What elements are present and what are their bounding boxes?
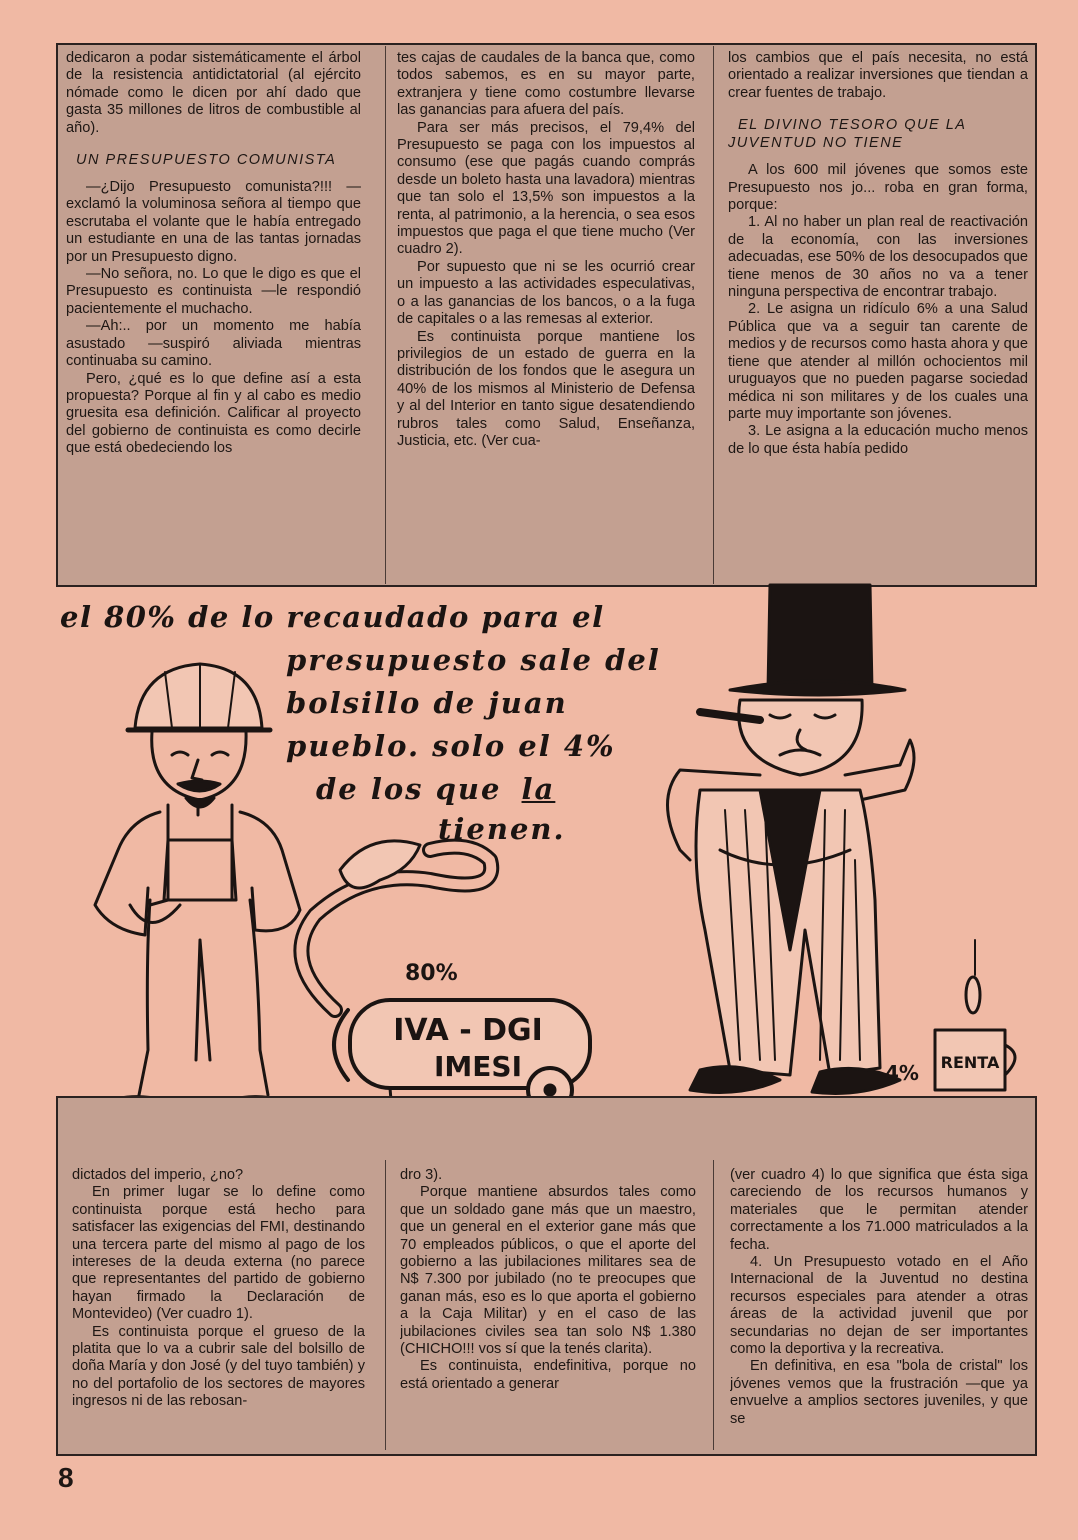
- paragraph: En primer lugar se lo define como continuista porque está hecho para satisfacer las exigencias del FMI, destinando una tercera parte del mismo al pago de los intereses de la deuda externa (no parece que representantes del partido de gobierno hayan firmado la Declaración de Montevideo) (Ver cuadro 1).: [72, 1184, 365, 1323]
- paragraph: —Ah:.. por un momento me había asustado —suspiró aliviada mientras continuaba su camino.: [66, 318, 361, 370]
- mug-label: RENTA: [940, 1053, 1000, 1072]
- tank-label-line-2: IMESI: [434, 1050, 522, 1083]
- paragraph: 1. Al no haber un plan real de reactivación de la economía, con las inversiones adecuadas, ese 50% de los desocupados que tiene menos de 30 años no va a tener ninguna perspectiva de encontrar trabajo.: [728, 214, 1028, 301]
- paragraph: 3. Le asigna a la educación mucho menos de lo que ésta había pedido: [728, 423, 1028, 457]
- cartoon-caption-line-4: pueblo. solo el 4%: [286, 729, 616, 763]
- section-heading: UN PRESUPUESTO COMUNISTA: [76, 152, 337, 169]
- label-80-percent: 80%: [405, 961, 458, 986]
- paragraph: 4. Un Presupuesto votado en el Año Internacional de la Juventud no destina recursos especiales para atender a otras áreas de la actividad juvenil que por secundarias no dejan de ser importantes como la deportiva y la recreativa.: [730, 1254, 1028, 1358]
- paragraph: En definitiva, en esa "bola de cristal" los jóvenes vemos que la frustración —que ya envuelve a amplios sectores juveniles, y que se: [730, 1358, 1028, 1427]
- section-heading: EL DIVINO TESORO QUE LA JUVENTUD NO TIENE: [728, 117, 966, 152]
- tank-label-line-1: IVA - DGI: [393, 1013, 543, 1048]
- paragraph: los cambios que el país necesita, no está orientado a realizar inversiones que tiendan a crear fuentes de trabajo.: [728, 50, 1028, 101]
- rich-man-figure: [668, 585, 915, 1094]
- bottom-column-3: [730, 1167, 1028, 1452]
- paragraph: dro 3).: [400, 1167, 443, 1183]
- paragraph: dictados del imperio, ¿no?: [72, 1167, 244, 1183]
- paragraph: —¿Dijo Presupuesto comunista?!!! —exclamó la voluminosa señora al tiempo que escrutaba el volante que le había entregado un estudiante en una de las tantas jornadas por un Presupuesto digno.: [66, 179, 361, 265]
- cartoon-caption-line-3: bolsillo de juan: [286, 686, 568, 720]
- paragraph: Pero, ¿qué es lo que define así a esta propuesta? Porque al fin y al cabo es medio gruesita esa definición. Calificar al proyecto del gobierno de continuista es como decirle que está obedeciendo los: [66, 370, 361, 457]
- paragraph: Para ser más precisos, el 79,4% del Presupuesto se paga con los impuestos al consumo (ese que pagás cuando comprás desde un boleto hasta una lavadora) mientras que tan solo el 13,5% son impuestos a la renta, al patrimonio, a la herencia, o sea esos impuestos que paga el que tiene mucho (Ver cuadro 2).: [397, 119, 695, 258]
- caption-text: de los que: [316, 772, 502, 806]
- paragraph: tes cajas de caudales de la banca que, como todos sabemos, es en su mayor parte, extranjera y tiene como costumbre llevarse las ganancias para afuera del país.: [397, 50, 695, 119]
- column-rule: [385, 1160, 386, 1450]
- page-number: 8: [58, 1462, 74, 1493]
- paragraph: dedicaron a podar sistemáticamente el árbol de la resistencia antidictatorial (al ejército nómade como le dicen por ahí dado que gasta 35 millones de litros de combustible al año).: [66, 50, 361, 136]
- paragraph: —No señora, no. Lo que le digo es que el Presupuesto es continuista —le respondió pacientemente el muchacho.: [66, 266, 361, 317]
- column-rule: [713, 1160, 714, 1450]
- cartoon-caption-line-2: presupuesto sale del: [286, 643, 661, 677]
- paragraph: Es continuista porque mantiene los privilegios de un estado de guerra en la distribución de los fondos que le asegura un 40% de los mismos al Ministerio de Defensa y al del Interior en tanto sigue desatendiendo rubros tales como Salud, Enseñanza, Justicia, etc. (Ver cua-: [397, 328, 695, 449]
- bottom-column-2: [400, 1167, 696, 1452]
- paragraph: Porque mantiene absurdos tales como que un soldado gane más que un maestro, que un general en el exterior gane más que 70 empleados públicos, o que el aporte del gobierno a las jubilaciones militares sea de N$ 7.300 por jubilado (no te preocupes que ganan más, eso es lo que aporta el gobierno a la Caja Militar) y en el caso de las jubilaciones civiles sea tan solo N$ 1.380 (CHICHO!!! vos sí que la tenés clarita).: [400, 1184, 696, 1358]
- bottom-column-1: [72, 1167, 365, 1452]
- paragraph: Es continuista porque el grueso de la platita que lo va a cubrir sale del bolsillo de doña María y don José (y del tuyo también) y no del portafolio de los sectores de mayores ingresos ni de las rebosan-: [72, 1323, 365, 1410]
- paragraph: 2. Le asigna un ridículo 6% a una Salud Pública que va a seguir tan carente de medios y de recursos como hasta ahora y que tiene que atender al millón ochocientos mil uruguayos que no pueden pagarse sociedad médica ni son militares y de los cuales una parte muy importante son jóvenes.: [728, 301, 1028, 422]
- worker-figure: [95, 664, 305, 1117]
- caption-underlined-word: la: [521, 772, 556, 806]
- paragraph: Es continuista, endefinitiva, porque no está orientado a generar: [400, 1358, 696, 1392]
- paragraph: A los 600 mil jóvenes que somos este Presupuesto nos jo... roba en gran forma, porque:: [728, 162, 1028, 214]
- cartoon-caption-line-6: tienen.: [438, 812, 566, 846]
- label-4-percent: 4%: [885, 1061, 919, 1085]
- cartoon-caption-line-1: el 80% de lo recaudado para el: [60, 600, 605, 634]
- paragraph: Por supuesto que ni se les ocurrió crear un impuesto a las actividades especulativas, o a las ganancias de los bancos, o a la fuga de capitales o a las remesas al exterior.: [397, 258, 695, 328]
- paragraph: (ver cuadro 4) lo que significa que ésta siga careciendo de los recursos humanos y materiales que le permitan atender correctamente a los 71.000 matriculados a la fecha.: [730, 1167, 1028, 1253]
